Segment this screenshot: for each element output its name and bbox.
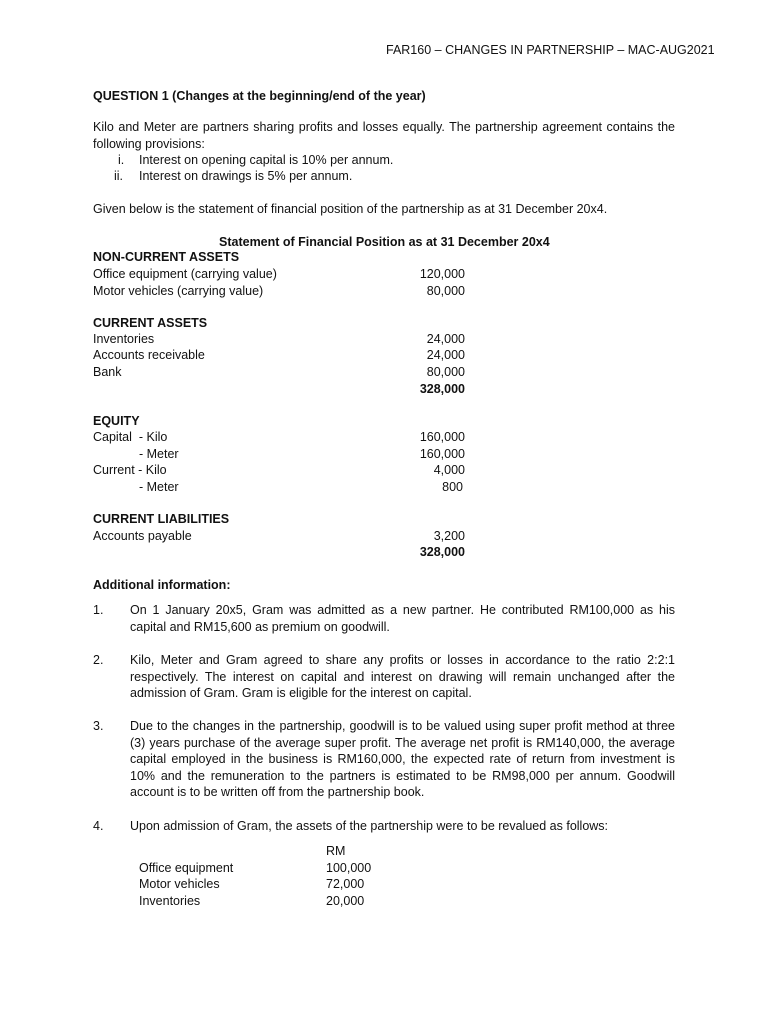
accounts-receivable-value: 24,000 [426,348,465,362]
revaluation-currency: RM [326,844,346,858]
provision-num: ii. [114,169,124,183]
current-kilo-label: Current - Kilo [93,463,167,477]
item-text: Kilo, Meter and Gram agreed to share any profits or losses in accordance to the ratio 2:2:1 respectively. The interest on capital and interest on drawing will remain unchanged after the admission of Gram. Gram is eligible for the interest on capital. [130,653,675,700]
accounts-payable-value: 3,200 [433,529,465,543]
additional-info-heading: Additional information: [93,578,231,592]
current-kilo-value: 4,000 [433,463,465,477]
capital-meter-label: - Meter [139,447,179,461]
non-current-assets-heading: NON-CURRENT ASSETS [93,250,240,264]
capital-kilo-value: 160,000 [419,430,465,444]
office-equipment-label: Office equipment (carrying value) [93,267,277,281]
item-text: On 1 January 20x5, Gram was admitted as a new partner. He contributed RM100,000 as his capital and RM15,600 as premium on goodwill. [130,603,675,634]
office-equipment-value: 120,000 [419,267,465,281]
provision-text: Interest on drawings is 5% per annum. [139,169,353,183]
intro-paragraph: Kilo and Meter are partners sharing profits and losses equally. The partnership agreement contains the following provisions: [93,120,675,151]
current-liabilities-heading: CURRENT LIABILITIES [93,512,230,526]
document-header: FAR160 – CHANGES IN PARTNERSHIP – MAC-AUG2021 [386,43,715,57]
bank-label: Bank [93,365,122,379]
accounts-payable-label: Accounts payable [93,529,192,543]
revaluation-label: Inventories [139,894,201,908]
item-text: Due to the changes in the partnership, goodwill is to be valued using super profit method at three (3) years purchase of the average super profit. The average net profit is RM140,000, the average capital employed in the business is RM160,000, the expected rate of return from investment is 10% and the remuneration to the partners is estimated to be RM98,000 per annum. Goodwill account is to be written off from the partnership book. [130,719,675,799]
bank-value: 80,000 [426,365,465,379]
equity-total: 328,000 [419,545,465,559]
revaluation-value: 72,000 [326,877,365,891]
provision-text: Interest on opening capital is 10% per annum. [139,153,394,167]
given-text: Given below is the statement of financial position of the partnership as at 31 December 20x4. [93,202,608,216]
provision-num: i. [118,153,125,167]
revaluation-label: Motor vehicles [139,877,220,891]
revaluation-value: 100,000 [326,861,372,875]
current-meter-label: - Meter [139,480,179,494]
motor-vehicles-label: Motor vehicles (carrying value) [93,284,264,298]
capital-meter-value: 160,000 [419,447,465,461]
accounts-receivable-label: Accounts receivable [93,348,205,362]
current-assets-heading: CURRENT ASSETS [93,316,208,330]
sofp-title: Statement of Financial Position as at 31 December 20x4 [219,235,550,249]
item-number: 1. [93,603,104,617]
motor-vehicles-value: 80,000 [426,284,465,298]
revaluation-label: Office equipment [139,861,234,875]
item-number: 3. [93,719,104,733]
inventories-value: 24,000 [426,332,465,346]
question-title: QUESTION 1 (Changes at the beginning/end of the year) [93,89,426,103]
item-text: Upon admission of Gram, the assets of the partnership were to be revalued as follows: [130,819,609,833]
equity-heading: EQUITY [93,414,140,428]
item-number: 2. [93,653,104,667]
assets-total: 328,000 [419,382,465,396]
revaluation-value: 20,000 [326,894,365,908]
current-meter-value: 800 [442,480,463,494]
inventories-label: Inventories [93,332,155,346]
capital-kilo-label: Capital - Kilo [93,430,168,444]
item-number: 4. [93,819,104,833]
